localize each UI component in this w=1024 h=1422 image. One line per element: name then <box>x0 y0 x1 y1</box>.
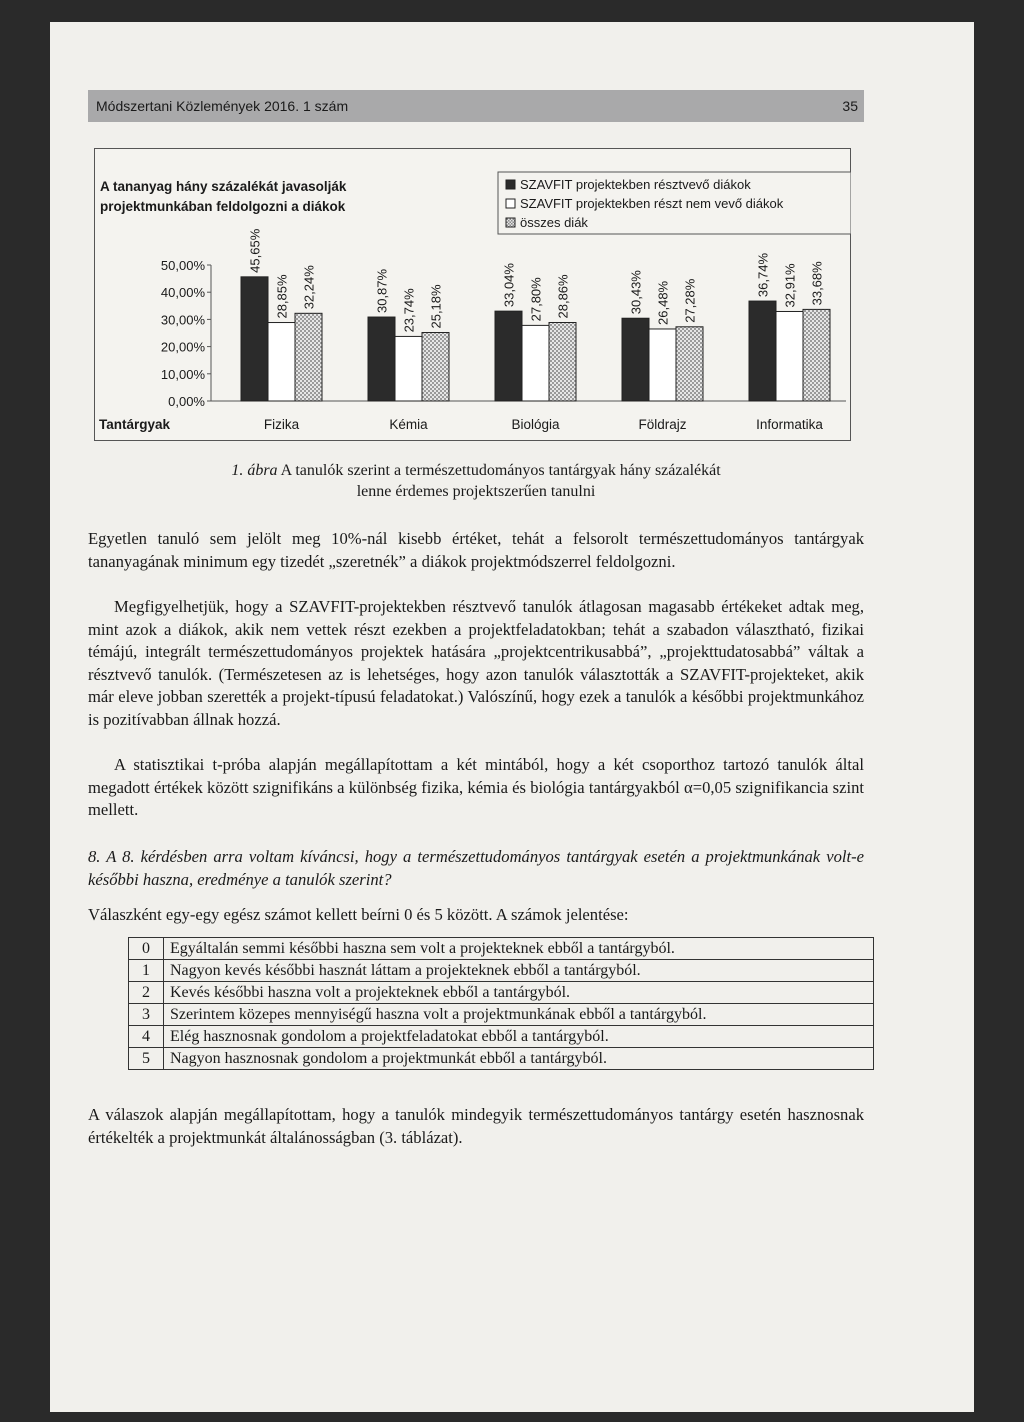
bar <box>241 277 268 401</box>
scale-value: 5 <box>129 1048 164 1070</box>
y-tick-label: 20,00% <box>160 339 205 355</box>
caption-text-line-2: lenne érdemes projektszerűen tanulni <box>356 483 596 500</box>
scale-value: 2 <box>129 982 164 1004</box>
bar <box>422 333 449 401</box>
category-label: Fizika <box>263 417 300 432</box>
bar-chart <box>94 148 851 441</box>
data-label: 36,74% <box>755 252 771 298</box>
category-label: Kémia <box>389 417 428 432</box>
y-tick-label: 40,00% <box>160 285 205 301</box>
bar <box>649 329 676 401</box>
paragraph-2: Megfigyelhetjük, hogy a SZAVFIT-projektekben résztvevő tanulók átlagosan magasabb értékeket adtak meg, mint azok a diákok, akik nem vettek részt ezekben a projektfeladatokban; tehát a szabadon választható, fizikai témájú, integrált természettudományos projektek hatására „projektcentrikusabbá”, „projekttudatosabbá” váltak a résztvevő tanulók. (Természetesen az is lehetséges, hogy azon tanulók választották a SZAVFIT-projekteket, akik már eleve jobban szerették a projekt-típusú feladatokat.) Valószínű, hogy ezek a tanulók a későbbi projektmunkához is pozitívabban állnak hozzá. <box>88 597 864 729</box>
bar <box>295 313 322 401</box>
scale-value: 3 <box>129 1004 164 1026</box>
data-label: 25,18% <box>428 284 444 329</box>
category-label: Informatika <box>756 417 823 432</box>
scale-meaning: Kevés későbbi haszna volt a projekteknek ebből a tantárgyból. <box>164 982 874 1004</box>
figure-caption <box>88 460 864 502</box>
bar <box>776 311 803 401</box>
y-tick-label: 30,00% <box>160 312 205 328</box>
category-label: Földrajz <box>638 417 687 432</box>
data-label: 32,24% <box>301 265 317 310</box>
bar <box>549 323 576 401</box>
bar <box>268 323 295 401</box>
data-label: 30,87% <box>374 268 390 314</box>
scale-value: 1 <box>129 960 164 982</box>
caption-text: A tanulók szerint a természettudományos tantárgyak hány százalékát <box>277 462 721 479</box>
scale-value: 0 <box>129 938 164 960</box>
legend-swatch <box>506 180 515 189</box>
scale-row <box>129 938 874 960</box>
legend-label: összes diák <box>520 215 588 230</box>
category-label: Biológia <box>511 417 560 432</box>
paragraph-3: A statisztikai t-próba alapján megállapítottam a két mintából, hogy a két csoporthoz tartozó tanulók által megadott értékek között szignifikáns a különbség fizika, kémia és biológia tantárgyakból α=0,05 szignifikancia szint mellett. <box>88 755 864 820</box>
legend-label: SZAVFIT projektekben részt nem vevő diákok <box>520 196 784 211</box>
legend-label: SZAVFIT projektekben résztvevő diákok <box>520 177 751 192</box>
scale-meaning: Elég hasznosnak gondolom a projektfeladatokat ebből a tantárgyból. <box>164 1026 874 1048</box>
page-number: 35 <box>842 98 858 114</box>
legend-swatch <box>506 218 515 227</box>
y-tick-label: 10,00% <box>160 366 205 382</box>
paragraph-1: Egyetlen tanuló sem jelölt meg 10%-nál kisebb értéket, tehát a felsorolt természettudományos tantárgyak tananyagának minimum egy tizedét „szeretnék” a diákok projektmódszerrel feldolgozni. <box>88 529 864 571</box>
bar <box>368 317 395 401</box>
answer-scale-table <box>128 937 874 1070</box>
data-label: 27,80% <box>528 277 544 322</box>
bar <box>395 336 422 401</box>
data-label: 28,85% <box>274 274 290 319</box>
closing-paragraph: A válaszok alapján megállapítottam, hogy a tanulók mindegyik természettudományos tantárgy esetén hasznosnak értékelték a projektmunkát általánosságban (3. táblázat). <box>88 1105 864 1147</box>
answer-intro: Válaszként egy-egy egész számot kellett beírni 0 és 5 között. A számok jelentése: <box>88 905 629 924</box>
y-tick-label: 0,00% <box>168 394 205 409</box>
question-8: 8. A 8. kérdésben arra voltam kíváncsi, hogy a természettudományos tantárgyak esetén a projektmunkának volt-e későbbi haszna, eredménye a tanulók szerint? <box>88 847 864 889</box>
bar-chart-svg <box>94 148 851 441</box>
figure-number: 1. ábra <box>231 462 278 479</box>
bar <box>676 327 703 401</box>
scale-meaning: Szerintem közepes mennyiségű haszna volt a projektmunkának ebből a tantárgyból. <box>164 1004 874 1026</box>
data-label: 23,74% <box>401 288 417 333</box>
y-tick-label: 50,00% <box>160 258 205 273</box>
scale-meaning: Nagyon kevés későbbi hasznát láttam a projekteknek ebből a tantárgyból. <box>164 960 874 982</box>
data-label: 26,48% <box>655 280 671 325</box>
chart-title-line-1: A tananyag hány százalékát javasolják <box>100 179 347 194</box>
bar <box>749 301 776 401</box>
scale-row <box>129 1004 874 1026</box>
scale-value: 4 <box>129 1026 164 1048</box>
data-label: 45,65% <box>247 228 263 273</box>
bar <box>522 325 549 401</box>
chart-title-line-2: projektmunkában feldolgozni a diákok <box>100 199 346 214</box>
data-label: 30,43% <box>628 270 644 315</box>
bar <box>495 311 522 401</box>
data-label: 28,86% <box>555 274 571 319</box>
data-label: 32,91% <box>782 263 798 308</box>
bar <box>803 309 830 401</box>
journal-title: Módszertani Közlemények 2016. 1 szám <box>96 98 349 114</box>
bar <box>622 318 649 401</box>
data-label: 33,68% <box>809 261 825 306</box>
scale-row <box>129 1048 874 1070</box>
scale-row <box>129 1026 874 1048</box>
running-header <box>88 90 864 122</box>
legend-swatch <box>506 199 515 208</box>
scale-meaning: Egyáltalán semmi későbbi haszna sem volt a projekteknek ebből a tantárgyból. <box>164 938 874 960</box>
scale-row <box>129 982 874 1004</box>
scale-meaning: Nagyon hasznosnak gondolom a projektmunkát ebből a tantárgyból. <box>164 1048 874 1070</box>
x-axis-title: Tantárgyak <box>99 417 171 432</box>
data-label: 33,04% <box>501 263 517 308</box>
data-label: 27,28% <box>682 278 698 323</box>
scale-row <box>129 960 874 982</box>
